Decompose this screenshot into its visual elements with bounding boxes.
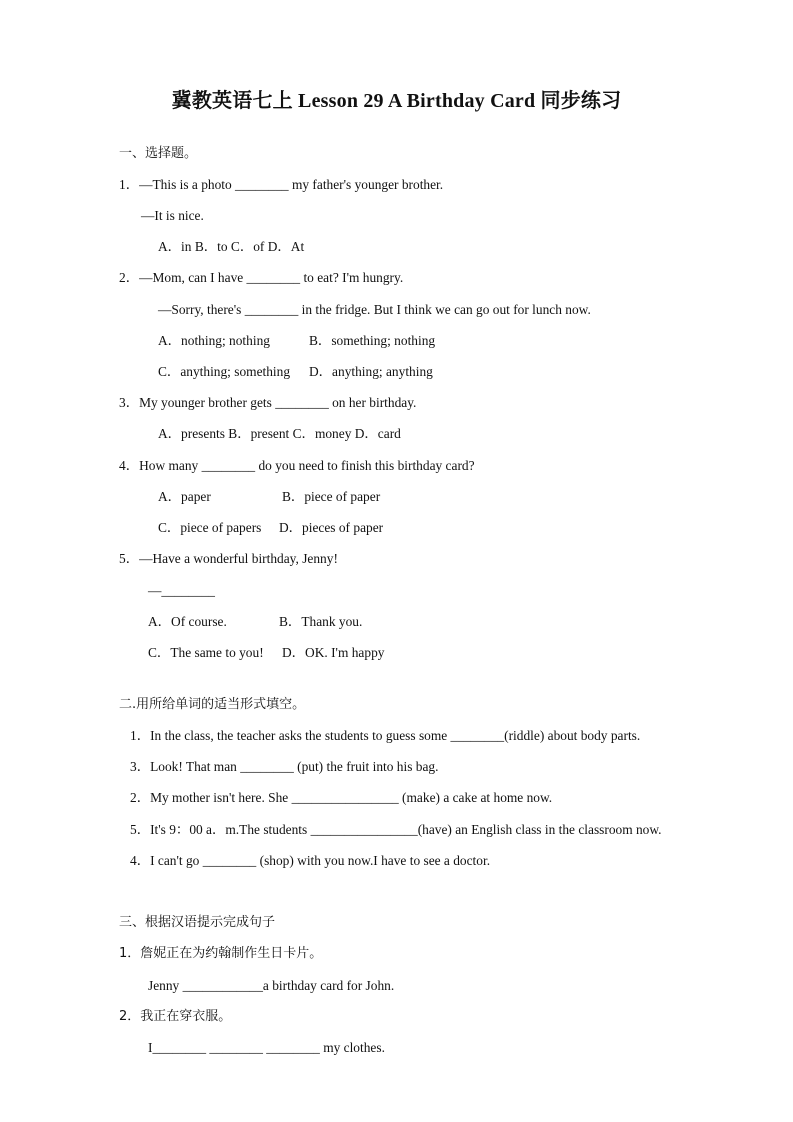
- question-1-options: A．in B．to C．of D．At: [158, 239, 305, 254]
- question-2-option-d: D．anything; anything: [309, 364, 433, 379]
- translation-2-chinese: 2．我正在穿衣服。: [119, 1009, 232, 1024]
- section-1-heading: 一、选择题。: [119, 146, 198, 161]
- question-5-option-d: D．OK. I'm happy: [282, 645, 385, 660]
- question-2-line-1: 2．—Mom, can I have ________ to eat? I'm hungry.: [119, 270, 404, 285]
- fill-item: 4．I can't go ________ (shop) with you now.I have to see a doctor.: [130, 853, 491, 868]
- fill-item: 2．My mother isn't here. She ________________ (make) a cake at home now.: [130, 790, 553, 805]
- fill-item: 3．Look! That man ________ (put) the fruit into his bag.: [130, 759, 439, 774]
- question-1-line-2: —It is nice.: [141, 208, 204, 223]
- section-2-heading: 二.用所给单词的适当形式填空。: [119, 697, 306, 712]
- question-5-option-b: B．Thank you.: [279, 614, 363, 629]
- question-5-option-a: A．Of course.: [148, 614, 227, 629]
- question-5-line-2: —________: [148, 583, 215, 598]
- fill-item: 1．In the class, the teacher asks the students to guess some ________(riddle) about body parts.: [130, 728, 641, 743]
- question-4-option-d: D．pieces of paper: [279, 520, 384, 535]
- translation-1-english: Jenny ____________a birthday card for John.: [148, 978, 395, 993]
- translation-2-english: I________ ________ ________ my clothes.: [148, 1040, 385, 1055]
- section-3-heading: 三、根据汉语提示完成句子: [119, 915, 276, 930]
- question-2-line-2: —Sorry, there's ________ in the fridge. But I think we can go out for lunch now.: [158, 302, 591, 317]
- question-1-line-1: 1．—This is a photo ________ my father's younger brother.: [119, 177, 444, 192]
- fill-item: 5．It's 9：00 a．m.The students ________________(have) an English class in the classroom now.: [130, 822, 662, 837]
- question-4-line-1: 4．How many ________ do you need to finish this birthday card?: [119, 458, 475, 473]
- translation-1-chinese: 1．詹妮正在为约翰制作生日卡片。: [119, 946, 323, 961]
- question-5-option-c: C．The same to you!: [148, 645, 264, 660]
- question-4-option-b: B．piece of paper: [282, 489, 381, 504]
- page-title: 冀教英语七上 Lesson 29 A Birthday Card 同步练习: [171, 90, 622, 112]
- question-2-option-a: A．nothing; nothing: [158, 333, 270, 348]
- question-4-option-a: A．paper: [158, 489, 211, 504]
- question-3-options: A．presents B．present C．money D．card: [158, 426, 401, 441]
- question-4-option-c: C．piece of papers: [158, 520, 262, 535]
- question-2-option-c: C．anything; something: [158, 364, 291, 379]
- question-5-line-1: 5．—Have a wonderful birthday, Jenny!: [119, 551, 338, 566]
- question-2-option-b: B．something; nothing: [309, 333, 436, 348]
- question-3-line-1: 3．My younger brother gets ________ on her birthday.: [119, 395, 417, 410]
